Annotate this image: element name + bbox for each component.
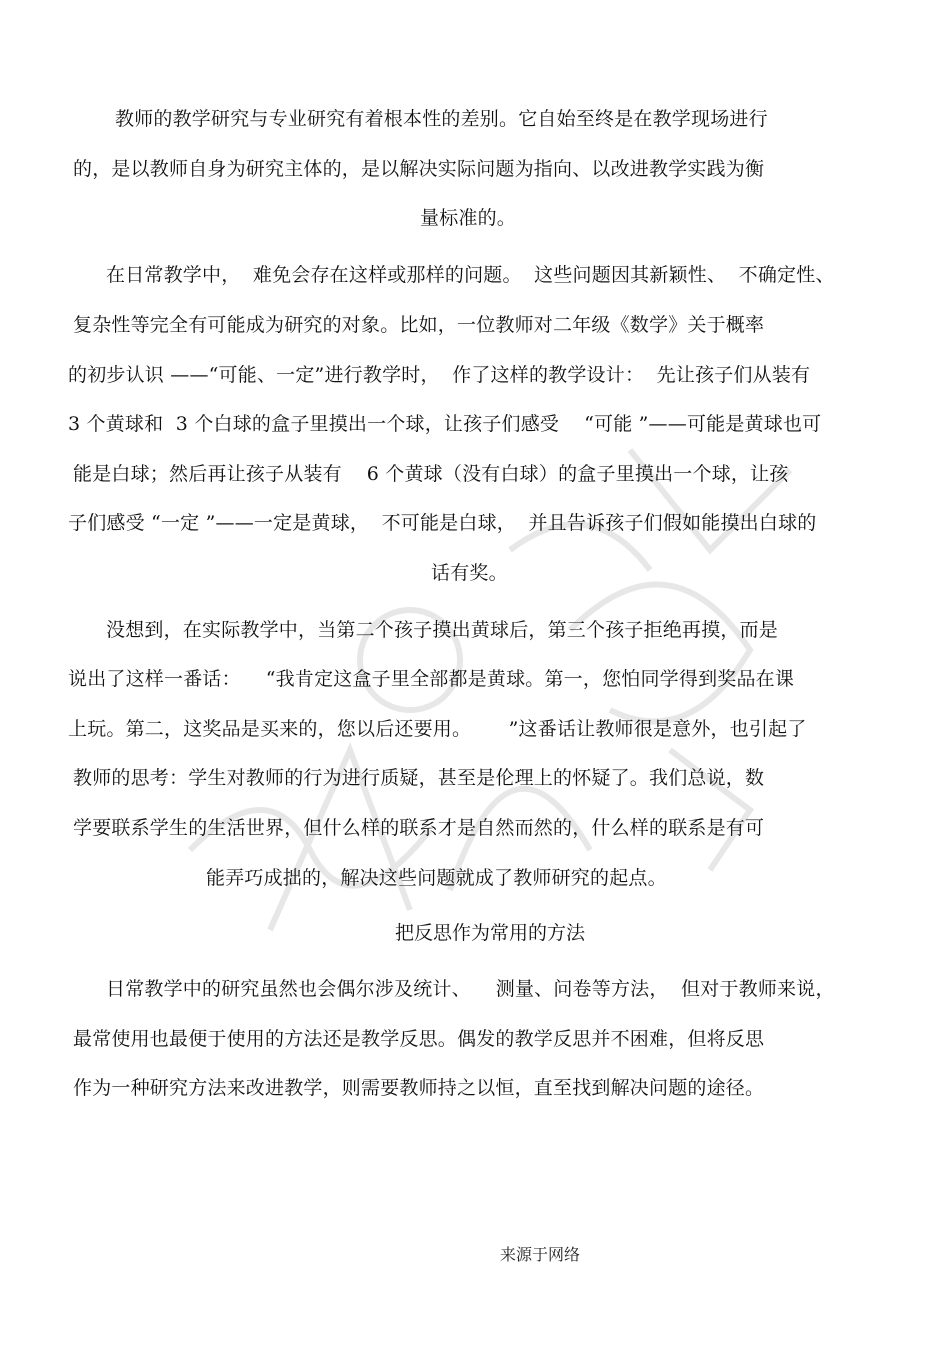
section-heading: 把反思作为常用的方法 bbox=[394, 922, 585, 944]
paragraph2-line7: 话有奖。 bbox=[431, 562, 508, 584]
source-footer: 来源于网络 bbox=[500, 1245, 581, 1264]
paragraph2-line6: 子们感受 “一定 ”——一定是黄球， 不可能是白球， 并且告诉孩子们假如能摸出白球的 bbox=[68, 512, 817, 534]
paragraph3-line6: 能弄巧成拙的，解决这些问题就成了教师研究的起点。 bbox=[206, 867, 667, 889]
paragraph2-line3: 的初步认识 ——“可能、一定”进行教学时， 作了这样的教学设计： 先让孩子们从装有 bbox=[68, 364, 811, 386]
paragraph2-line2: 复杂性等完全有可能成为研究的对象。比如，一位教师对二年级《数学》关于概率 bbox=[73, 314, 765, 336]
paragraph4-line1: 日常教学中的研究虽然也会偶尔涉及统计、 测量、问卷等方法， 但对于教师来说， bbox=[106, 978, 835, 1000]
paragraph4-line3: 作为一种研究方法来改进教学，则需要教师持之以恒，直至找到解决问题的途径。 bbox=[73, 1077, 765, 1099]
paragraph2-line5: 能是白球；然后再让孩子从装有 6 个黄球（没有白球）的盒子里摸出一个球，让孩 bbox=[73, 463, 789, 485]
paragraph3-line1: 没想到，在实际教学中，当第二个孩子摸出黄球后，第三个孩子拒绝再摸，而是 bbox=[106, 619, 779, 641]
paragraph4-line2: 最常使用也最便于使用的方法还是教学反思。偶发的教学反思并不困难，但将反思 bbox=[73, 1028, 765, 1050]
paragraph2-line1: 在日常教学中， 难免会存在这样或那样的问题。 这些问题因其新颖性、 不确定性、 bbox=[106, 264, 835, 286]
paragraph2-line4: 3 个黄球和 3 个白球的盒子里摸出一个球，让孩子们感受 “可能 ”——可能是黄球也可 bbox=[68, 413, 822, 435]
paragraph1-line3: 量标准的。 bbox=[420, 207, 517, 229]
paragraph3-line4: 教师的思考：学生对教师的行为进行质疑，甚至是伦理上的怀疑了。我们总说，数 bbox=[73, 767, 765, 789]
paragraph3-line2: 说出了这样一番话： “我肯定这盒子里全部都是黄球。第一，您怕同学得到奖品在课 bbox=[68, 668, 795, 690]
paragraph3-line3: 上玩。第二，这奖品是买来的，您以后还要用。 ”这番话让教师很是意外，也引起了 bbox=[68, 718, 807, 740]
paragraph1-line1: 教师的教学研究与专业研究有着根本性的差别。它自始至终是在教学现场进行 bbox=[115, 108, 768, 130]
paragraph1-line2: 的，是以教师自身为研究主体的，是以解决实际问题为指向、以改进教学实践为衡 bbox=[73, 158, 765, 180]
paragraph3-line5: 学要联系学生的生活世界，但什么样的联系才是自然而然的，什么样的联系是有可 bbox=[73, 817, 765, 839]
